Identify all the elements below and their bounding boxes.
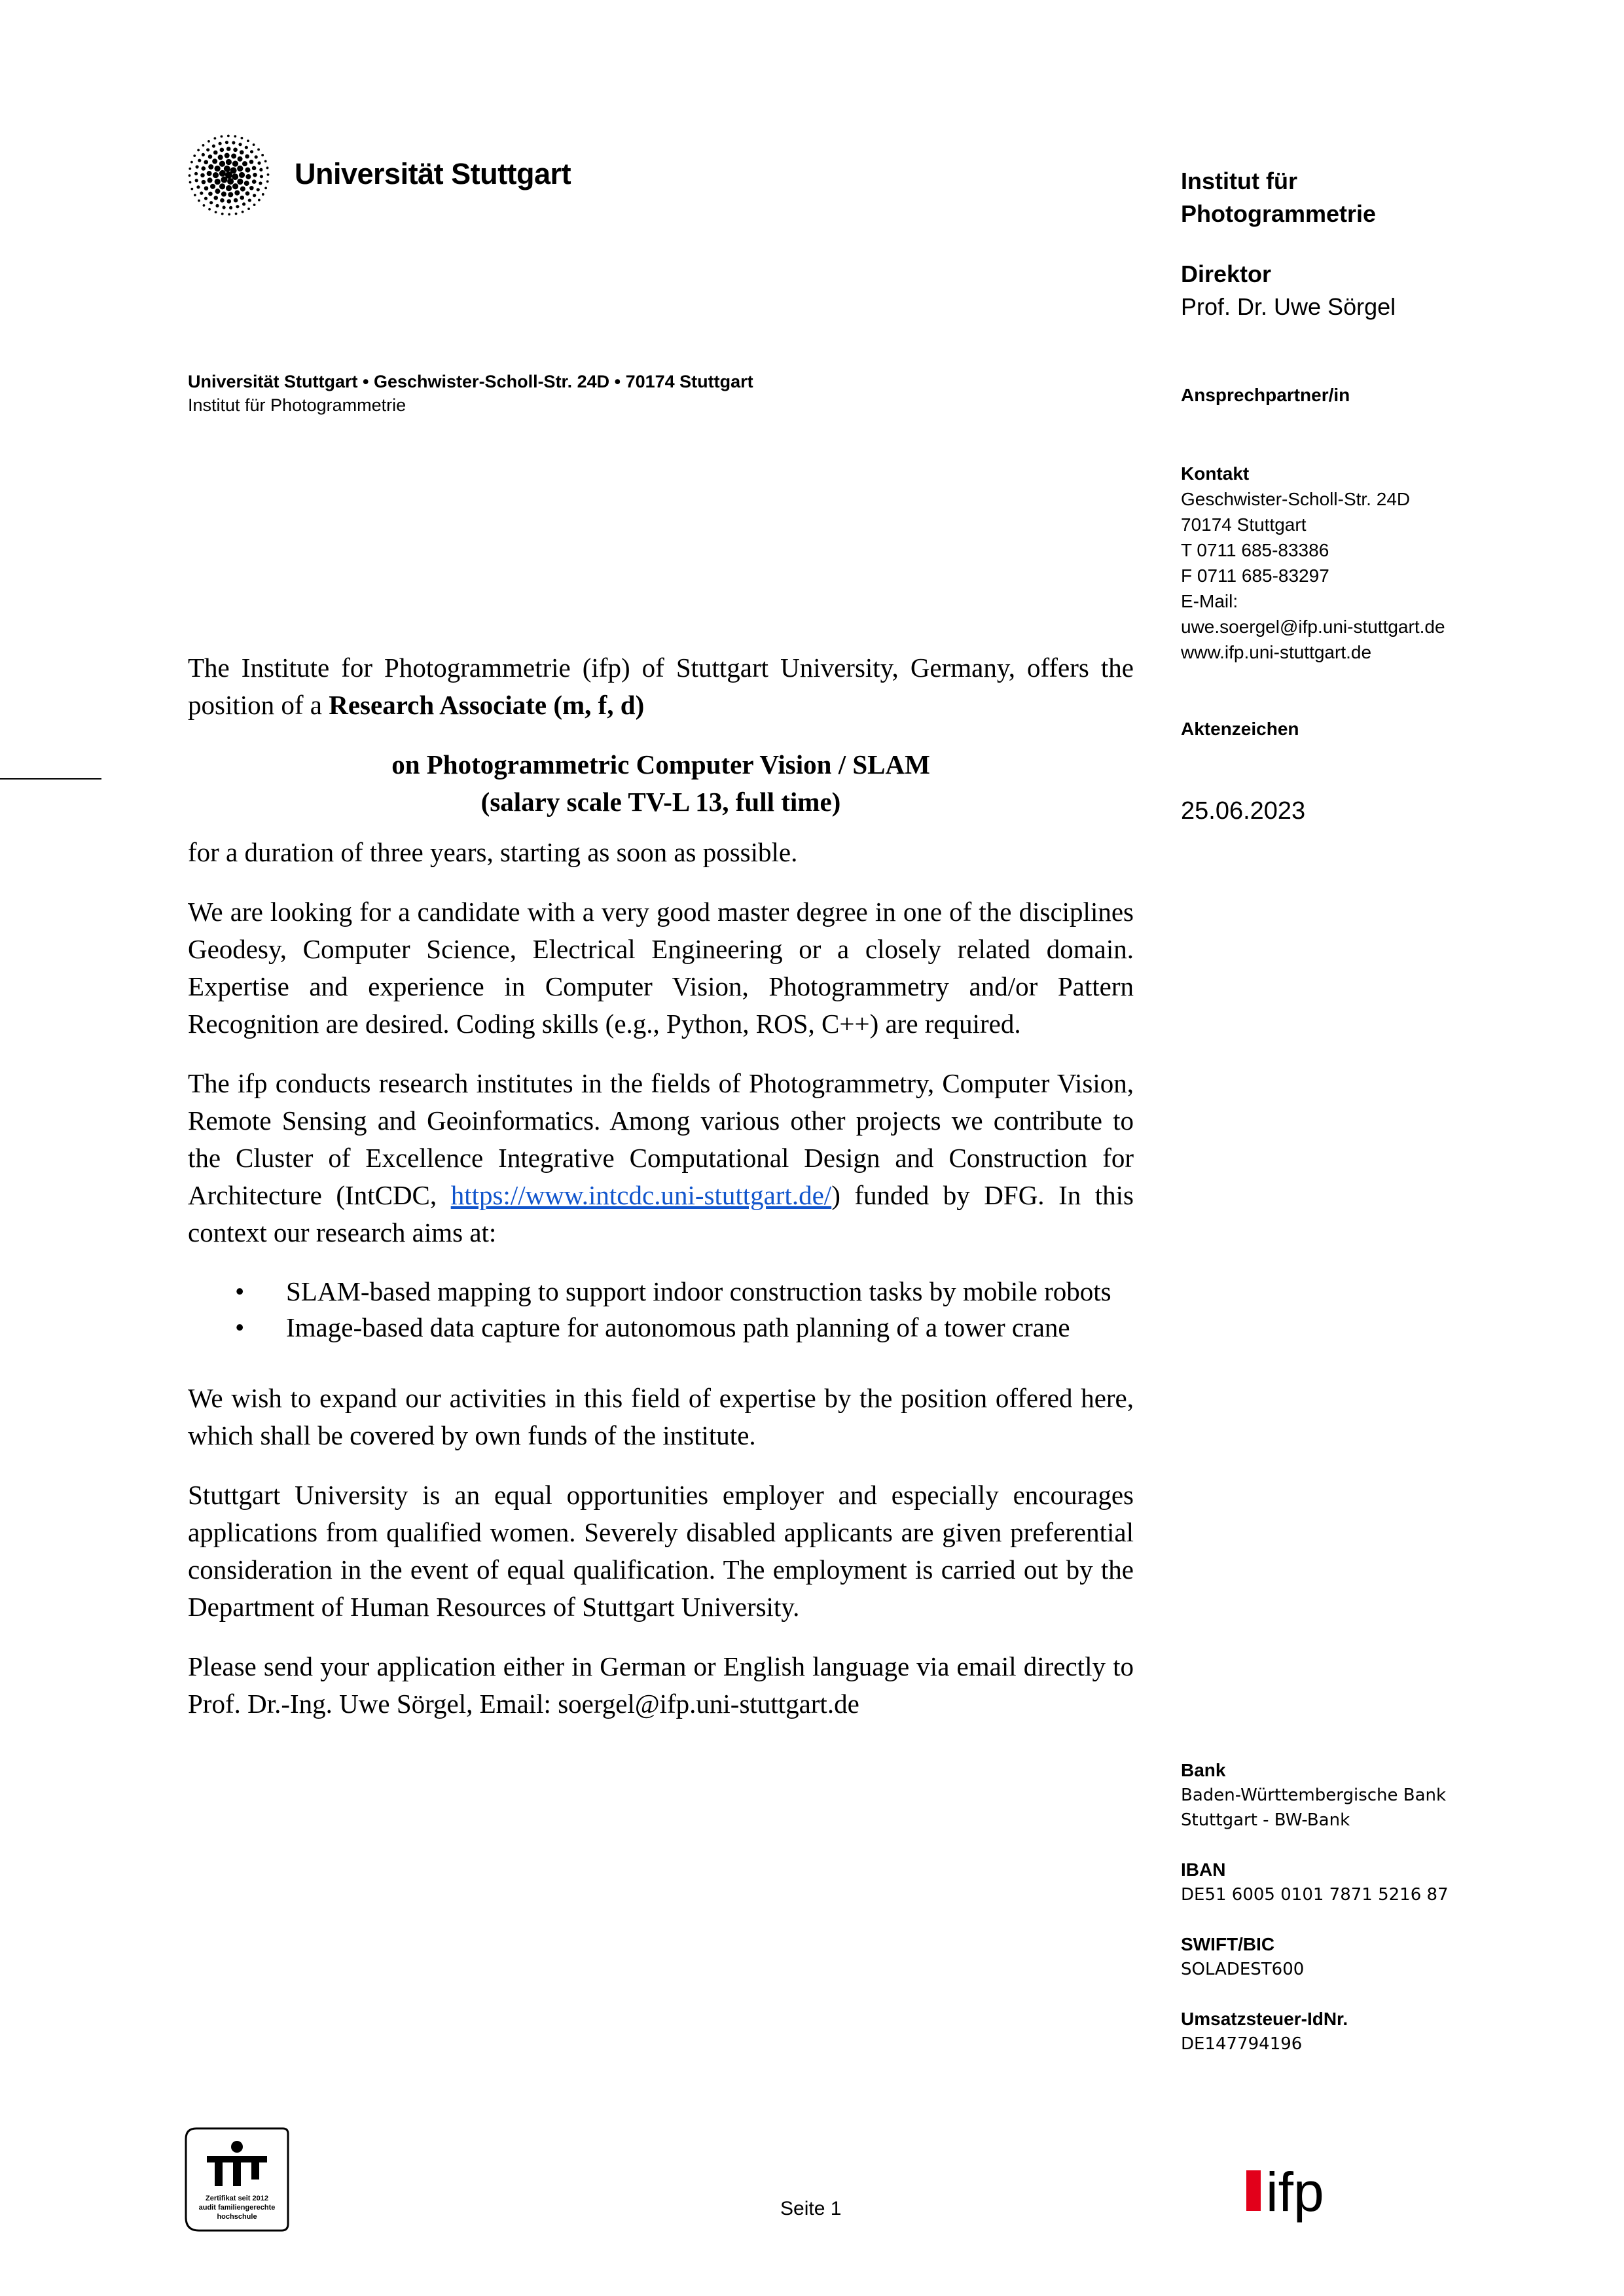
logo-dot xyxy=(220,148,225,152)
logo-dot xyxy=(249,186,254,190)
logo-dot xyxy=(264,187,267,190)
logo-dot xyxy=(221,135,223,138)
logo-dot xyxy=(190,188,193,190)
logo-dot xyxy=(237,166,243,171)
bic-label: SWIFT/BIC xyxy=(1181,1934,1275,1954)
reference-label: Aktenzeichen xyxy=(1181,719,1299,739)
logo-dot xyxy=(189,168,191,170)
institute-title-line1: Institut für xyxy=(1181,168,1297,194)
logo-dot xyxy=(229,206,232,209)
list-item xyxy=(235,1310,1134,1346)
logo-dot xyxy=(215,211,217,213)
logo-dot xyxy=(215,179,221,185)
logo-dot xyxy=(258,199,261,202)
logo-dot xyxy=(259,168,262,171)
logo-dot xyxy=(220,198,225,203)
logo-dot xyxy=(200,192,203,195)
contact-block xyxy=(1181,461,1445,665)
research-text-before: The ifp conducts research institutes in the fields of Photogrammetry, Computer Vision, Remote Sensing and Geoinformatics. Among various other projects we contribute to the Cluster of Excellence Integrative Computational Design and Construction for Architecture (IntCDC, xyxy=(188,1068,1134,1210)
bullet-icon: • xyxy=(235,1312,245,1342)
logo-dot xyxy=(221,177,227,183)
logo-dot xyxy=(221,192,226,197)
logo-dot xyxy=(232,183,238,189)
logo-dot xyxy=(209,201,213,204)
logo-dot xyxy=(238,156,243,162)
logo-dot xyxy=(226,159,232,165)
logo-dot xyxy=(257,149,260,151)
logo-dot xyxy=(228,192,233,197)
application-paragraph: Please send your application either in German or English language via email directly to Prof. Dr.-Ing. Uwe Sörgel, Email: soergel@ifp.uni-stuttgart.de xyxy=(188,1651,1134,1719)
logo-dot xyxy=(257,188,260,191)
sender-institute: Institut für Photogrammetrie xyxy=(188,395,406,415)
logo-dot xyxy=(194,194,196,196)
logo-dot xyxy=(210,184,215,189)
position-title: Research Associate (m, f, d) xyxy=(329,690,645,720)
director-name: Prof. Dr. Uwe Sörgel xyxy=(1181,293,1396,320)
aim-text: SLAM-based mapping to support indoor construction tasks by mobile robots xyxy=(286,1276,1111,1306)
contact-website[interactable]: www.ifp.uni-stuttgart.de xyxy=(1181,642,1372,662)
logo-dot xyxy=(234,190,240,196)
logo-dot xyxy=(219,161,225,167)
logo-dot xyxy=(266,167,269,170)
logo-dot xyxy=(202,180,206,185)
logo-dot xyxy=(215,204,219,207)
letter-date: 25.06.2023 xyxy=(1181,797,1306,825)
contact-fax: F 0711 685-83297 xyxy=(1181,565,1329,586)
logo-dot xyxy=(213,196,218,200)
logo-dot xyxy=(227,135,230,137)
logo-dot xyxy=(213,137,216,139)
logo-dot xyxy=(253,173,257,177)
logo-dot xyxy=(245,168,250,173)
logo-dot xyxy=(244,181,249,186)
logo-dot xyxy=(267,173,270,176)
family-audit-certificate-icon xyxy=(185,2127,289,2232)
ifp-logo-text: ifp xyxy=(1266,2165,1324,2223)
logo-dot xyxy=(195,165,198,168)
logo-dot xyxy=(213,151,218,155)
logo-dot xyxy=(239,172,245,178)
bic-value: SOLADEST600 xyxy=(1181,1960,1305,1979)
logo-dot xyxy=(228,213,230,216)
logo-dot xyxy=(206,148,209,151)
logo-dot xyxy=(200,173,205,177)
ifp-logo-icon xyxy=(1246,2165,1364,2231)
logo-dot xyxy=(193,154,196,157)
logo-dot xyxy=(245,146,248,149)
research-paragraph xyxy=(188,1065,1134,1251)
logo-dot xyxy=(201,166,206,171)
logo-dot xyxy=(204,160,208,164)
logo-dot xyxy=(221,213,224,215)
bank-name-line2: Stuttgart - BW-Bank xyxy=(1181,1810,1350,1830)
logo-dot xyxy=(232,173,238,180)
vat-label: Umsatzsteuer-IdNr. xyxy=(1181,2009,1348,2029)
logo-dot xyxy=(245,191,250,196)
logo-dot xyxy=(241,137,244,139)
logo-dot xyxy=(234,135,236,137)
logo-dot xyxy=(242,211,244,213)
contact-phone: T 0711 685-83386 xyxy=(1181,540,1329,560)
position-heading-line1: on Photogrammetric Computer Vision / SLAM xyxy=(391,749,930,780)
logo-dot xyxy=(208,192,213,196)
logo-dot xyxy=(255,155,258,158)
logo-dot xyxy=(212,158,217,164)
logo-dot xyxy=(253,204,256,206)
logo-dot xyxy=(253,143,255,146)
logo-dot xyxy=(213,172,219,178)
logo-dot xyxy=(202,153,205,156)
cert-text-line3: hochschule xyxy=(217,2213,257,2221)
intcdc-link[interactable]: https://www.intcdc.uni-stuttgart.de/ xyxy=(450,1180,832,1210)
logo-dot xyxy=(204,186,209,190)
fold-mark xyxy=(0,778,101,780)
position-heading-line2: (salary scale TV-L 13, full time) xyxy=(480,787,841,817)
logo-dot xyxy=(247,139,249,142)
logo-dot xyxy=(208,208,211,211)
director-label: Direktor xyxy=(1181,260,1272,287)
logo-dot xyxy=(195,179,198,182)
logo-dot xyxy=(240,196,244,200)
expand-paragraph: We wish to expand our activities in this field of expertise by the position offered here, which shall be covered by own funds of the institute. xyxy=(188,1383,1134,1450)
institute-title xyxy=(1181,165,1376,230)
bullet-icon: • xyxy=(235,1276,245,1306)
logo-dot xyxy=(198,159,201,162)
logo-dot xyxy=(226,147,231,151)
logo-dot xyxy=(252,166,257,171)
contact-email-label: E-Mail: xyxy=(1181,591,1238,611)
logo-dot xyxy=(204,197,208,200)
vat-value: DE147794196 xyxy=(1181,2034,1303,2054)
logo-dot xyxy=(232,141,235,144)
logo-dot xyxy=(212,145,215,148)
logo-dot xyxy=(225,141,228,144)
logo-dot xyxy=(231,153,236,158)
logo-dot xyxy=(189,181,192,184)
logo-dot xyxy=(257,162,261,165)
logo-dot xyxy=(262,193,264,196)
logo-dot xyxy=(235,213,238,215)
logo-dot xyxy=(249,160,254,164)
logo-dot xyxy=(190,161,193,164)
logo-dot xyxy=(224,166,230,172)
list-item xyxy=(235,1274,1134,1310)
logo-dot xyxy=(225,153,230,158)
iban-label: IBAN xyxy=(1181,1859,1226,1880)
logo-dot xyxy=(219,142,222,145)
logo-dot xyxy=(223,206,226,209)
logo-dot xyxy=(189,174,191,177)
logo-dot xyxy=(264,160,267,162)
duration-paragraph: for a duration of three years, starting as soon as possible. xyxy=(188,837,798,867)
logo-dot xyxy=(242,202,245,206)
position-heading xyxy=(188,746,1134,821)
logo-dot xyxy=(226,199,231,204)
logo-dot xyxy=(238,143,242,146)
logo-dot xyxy=(207,171,212,176)
logo-dot xyxy=(240,150,244,154)
bank-label: Bank xyxy=(1181,1760,1226,1780)
logo-dot xyxy=(219,170,226,177)
logo-dot xyxy=(219,183,225,189)
logo-dot xyxy=(194,172,198,175)
logo-dot xyxy=(227,178,234,185)
logo-dot xyxy=(259,181,262,185)
logo-dot xyxy=(198,200,200,202)
logo-dot xyxy=(245,174,251,179)
logo-dot xyxy=(248,198,251,202)
logo-dot xyxy=(208,164,213,170)
logo-dot xyxy=(226,185,232,191)
logo-dot xyxy=(242,161,247,166)
sender-address: Universität Stuttgart • Geschwister-Scholl-Str. 24D • 70174 Stuttgart xyxy=(188,372,753,391)
bank-name-line1: Baden-Württembergische Bank xyxy=(1181,1785,1447,1805)
logo-dot xyxy=(218,154,223,160)
contact-street: Geschwister-Scholl-Str. 24D xyxy=(1181,489,1411,509)
logo-dot xyxy=(260,175,263,178)
logo-dot xyxy=(234,198,238,203)
contact-label: Kontakt xyxy=(1181,463,1250,484)
logo-dot xyxy=(266,180,269,183)
cert-text-line1: Zertifikat seit 2012 xyxy=(206,2195,268,2202)
logo-dot xyxy=(208,154,213,159)
logo-dot xyxy=(232,161,238,167)
institute-title-line2: Photogrammetrie xyxy=(1181,200,1377,227)
logo-dot xyxy=(196,185,200,188)
research-aims-list xyxy=(188,1274,1134,1346)
logo-dot xyxy=(208,140,210,143)
logo-dot xyxy=(202,144,205,147)
equal-opportunity-paragraph: Stuttgart University is an equal opportunities employer and especially encourages applications from qualified women. Severely disabled applicants are given preferential consideration in the event of equal qualification. The employment is carried out by the Department of Human Resources of Stuttgart University. xyxy=(188,1480,1134,1622)
page-number: Seite 1 xyxy=(780,2198,842,2219)
aim-text: Image-based data capture for autonomous path planning of a tower crane xyxy=(286,1312,1070,1342)
logo-dot xyxy=(253,194,256,197)
cert-text-line2: audit familiengerechte xyxy=(198,2204,276,2212)
logo-dot xyxy=(230,167,237,173)
logo-dot xyxy=(215,188,220,194)
bank-details xyxy=(1181,1758,1449,2056)
logo-dot xyxy=(247,207,250,210)
contact-email[interactable]: uwe.soergel@ifp.uni-stuttgart.de xyxy=(1181,617,1445,637)
logo-dot xyxy=(203,204,206,207)
logo-dot xyxy=(250,150,253,153)
university-logo-icon xyxy=(185,131,273,219)
logo-dot xyxy=(252,179,257,184)
logo-dot xyxy=(261,154,264,156)
logo-dot xyxy=(236,205,239,208)
logo-dot xyxy=(240,187,245,192)
intro-paragraph xyxy=(188,649,1134,724)
letter-body xyxy=(188,649,1134,1745)
university-name: Universität Stuttgart xyxy=(295,157,571,190)
iban-value: DE51 6005 0101 7871 5216 87 xyxy=(1181,1885,1449,1905)
logo-dot xyxy=(245,154,249,159)
research-text-after: ) funded by DFG. In this context our research aims at: xyxy=(188,1180,1134,1247)
requirements-paragraph: We are looking for a candidate with a very good master degree in one of the disciplines Geodesy, Computer Science, Electrical Engineering or a closely related domain. Expertise and experience in Computer Vision, Photogrammetry and/or Pattern Recognition are desired. Coding skills (e.g., Python, ROS, C++) are required. xyxy=(188,897,1134,1039)
contact-city: 70174 Stuttgart xyxy=(1181,514,1307,535)
contact-person-label: Ansprechpartner/in xyxy=(1181,385,1350,405)
logo-dot xyxy=(233,147,238,152)
intro-text: The Institute for Photogrammetrie (ifp) of Stuttgart University, Germany, offers the position of a xyxy=(188,653,1134,720)
logo-dot xyxy=(237,179,243,185)
logo-dot xyxy=(208,177,213,183)
logo-dot xyxy=(197,149,200,152)
logo-dot xyxy=(215,166,221,171)
